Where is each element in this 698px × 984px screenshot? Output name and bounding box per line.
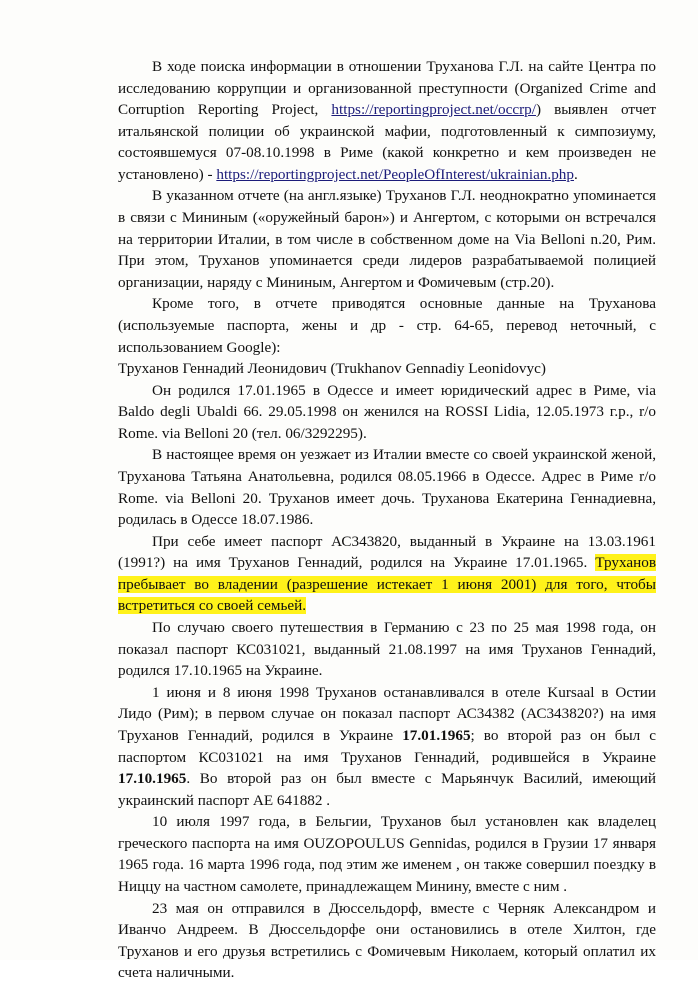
bold-text: 17.01.1965	[402, 726, 471, 744]
text-run: В указанном отчете (на англ.языке) Труханов Г.Л. неоднократно упоминается в связи с Мининым («оружейный барон») и Ангертом, с которыми он встречался на территории Италии, в том числе в собственном доме на Via Belloni n.20, Рим. При этом, Труханов упоминается среди лидеров разрабатываемой полицией организации, наряду с Мининым, Ангертом и Фомичевым (стр.20).	[118, 187, 656, 291]
text-run: 10 июля 1997 года, в Бельгии, Труханов был установлен как владелец греческого паспорта на имя OUZOPOULUS Gennidas, родился в Грузии 17 января 1965 года. 16 марта 1996 года, под этим же именем , он также совершил поездку в Ниццу на частном самолете, принадлежащем Минину, вместе с ним .	[118, 813, 656, 895]
external-link[interactable]: https://reportingproject.net/PeopleOfInterest/ukrainian.php	[216, 165, 574, 183]
text-run: При себе имеет паспорт АС343820, выданный в Украине на 13.03.1961 (1991?) на имя Труханов Геннадий, родился на Украине 17.01.1965.	[118, 532, 656, 572]
text-run: ) выявлен отчет итальянской полиции об украинской мафии, подготовленный к симпозиуму, состоявшемуся 07-08.10.1998 в Риме (какой конкретно и кем произведен не установлено) -	[118, 101, 656, 183]
text-run: Кроме того, в отчете приводятся основные данные на Труханова (используемые паспорта, жены и др - стр. 64-65, перевод неточный, с использованием Google):	[118, 295, 656, 356]
document-paragraph	[118, 293, 656, 358]
document-paragraph	[118, 811, 656, 897]
text-run: .	[574, 165, 578, 183]
text-run: По случаю своего путешествия в Германию с 23 по 25 мая 1998 года, он показал паспорт КС031021, выданный 21.08.1997 на имя Труханов Геннадий, родился 17.10.1965 на Украине.	[118, 619, 656, 680]
text-run: . Во второй раз он был вместе с Марьянчук Василий, имеющий украинский паспорт АЕ 641882 .	[118, 770, 656, 809]
document-paragraph	[118, 185, 656, 293]
document-paragraph	[118, 682, 656, 811]
highlighted-text: Труханов пребывает во владении (разрешение истекает 1 июня 2001) для того, чтобы встретиться со своей семьей.	[118, 554, 656, 615]
document-paragraph	[118, 617, 656, 682]
bold-text: 17.10.1965	[118, 770, 187, 788]
text-run: Он родился 17.01.1965 в Одессе и имеет юридический адрес в Риме, via Baldo degli Ubaldi 66. 29.05.1998 он женился на ROSSI Lidia, 12.05.1973 г.р., r/o Rome. via Belloni 20 (тел. 06/3292295).	[118, 381, 656, 442]
document-body	[118, 56, 656, 984]
document-paragraph	[118, 56, 656, 185]
text-run: ; во второй раз он был с паспортом КС031021 на имя Труханов Геннадий, родившейся в Украине	[118, 726, 657, 766]
text-run: В ходе поиска информации в отношении Труханова Г.Л. на сайте Центра по исследованию коррупции и организованной преступности (Organized Crime and Corruption Reporting Project,	[118, 58, 656, 119]
text-run: Труханов Геннадий Леонидович (Trukhanov Gennadiy Leonidovyc)	[118, 360, 546, 378]
text-run: В настоящее время он уезжает из Италии вместе со своей украинской женой, Труханова Татьяна Анатольевна, родился 08.05.1966 в Одессе. Адрес в Риме r/o Rome. via Belloni 20. Труханов имеет дочь. Труханова Екатерина Геннадиевна, родилась в Одессе 18.07.1986.	[118, 446, 656, 529]
document-paragraph	[118, 898, 656, 984]
document-paragraph	[118, 531, 656, 617]
document-paragraph	[118, 358, 656, 380]
text-run: 23 мая он отправился в Дюссельдорф, вместе с Черняк Александром и Иванчо Андреем. В Дюссельдорфе они остановились в отеле Хилтон, где Труханов и его друзья встретились с Фомичевым Николаем, который оплатил их счета наличными.	[118, 899, 656, 982]
external-link[interactable]: https://reportingproject.net/occrp/	[331, 101, 536, 119]
document-paragraph	[118, 444, 656, 530]
text-run: 1 июня и 8 июня 1998 Труханов останавливался в отеле Kursaal в Остии Лидо (Рим); в первом случае он показал паспорт АС34382 (АС343820?) на имя Труханов Геннадий, родился в Украине	[118, 683, 656, 744]
document-paragraph	[118, 380, 656, 445]
